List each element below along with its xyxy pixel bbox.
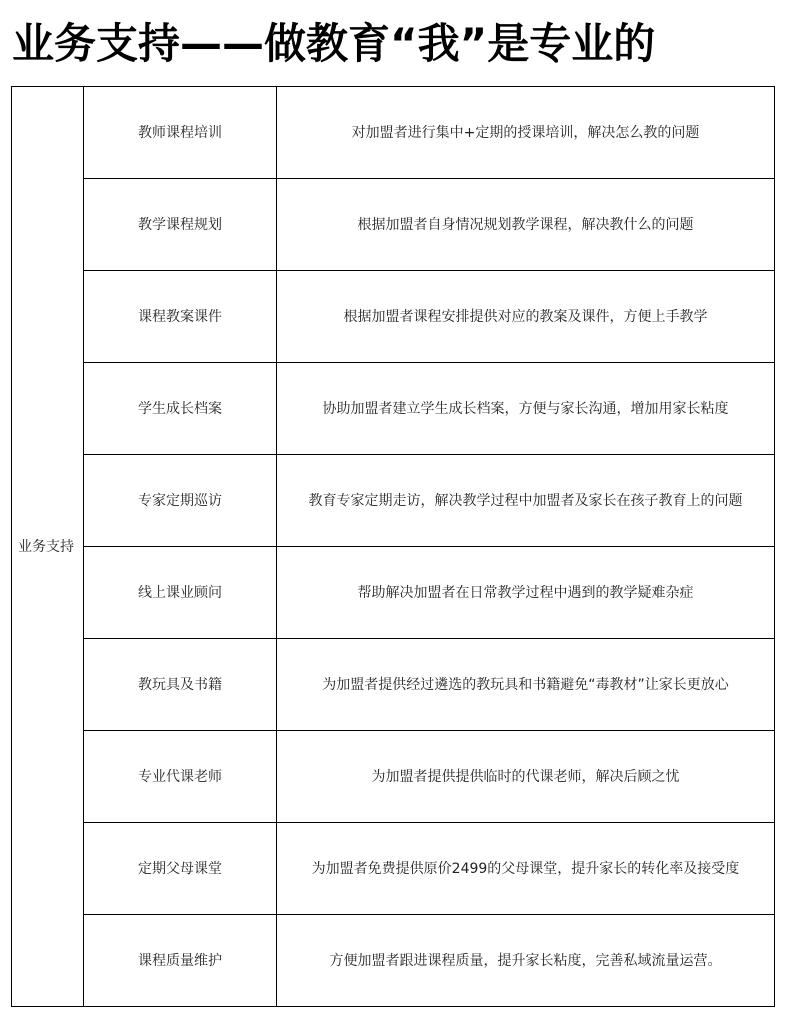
service-item: 专业代课老师 [84,731,277,823]
table-row [12,639,775,731]
table-row [12,87,775,179]
business-support-table [11,86,775,1007]
service-item: 定期父母课堂 [84,823,277,915]
service-item: 教玩具及书籍 [84,639,277,731]
service-item: 线上课业顾问 [84,547,277,639]
service-item: 课程质量维护 [84,915,277,1007]
table-row [12,731,775,823]
service-description: 对加盟者进行集中+定期的授课培训，解决怎么教的问题 [277,87,775,179]
service-item: 专家定期巡访 [84,455,277,547]
service-description: 根据加盟者课程安排提供对应的教案及课件，方便上手教学 [277,271,775,363]
service-description: 协助加盟者建立学生成长档案，方便与家长沟通，增加用家长粘度 [277,363,775,455]
table-row [12,179,775,271]
service-description: 教育专家定期走访，解决教学过程中加盟者及家长在孩子教育上的问题 [277,455,775,547]
service-description: 为加盟者提供经过遴选的教玩具和书籍避免“毒教材”让家长更放心 [277,639,775,731]
table-row [12,915,775,1007]
service-description: 根据加盟者自身情况规划教学课程，解决教什么的问题 [277,179,775,271]
table-row [12,547,775,639]
table-row [12,363,775,455]
table-row [12,823,775,915]
service-item: 课程教案课件 [84,271,277,363]
category-cell: 业务支持 [12,87,84,1007]
service-description: 为加盟者免费提供原价2499的父母课堂，提升家长的转化率及接受度 [277,823,775,915]
service-item: 教学课程规划 [84,179,277,271]
table-row [12,455,775,547]
service-item: 教师课程培训 [84,87,277,179]
page-title: 业务支持——做教育“我”是专业的 [12,19,656,68]
service-description: 帮助解决加盟者在日常教学过程中遇到的教学疑难杂症 [277,547,775,639]
service-description: 为加盟者提供提供临时的代课老师，解决后顾之忧 [277,731,775,823]
table-row [12,271,775,363]
service-item: 学生成长档案 [84,363,277,455]
service-description: 方便加盟者跟进课程质量，提升家长粘度，完善私域流量运营。 [277,915,775,1007]
